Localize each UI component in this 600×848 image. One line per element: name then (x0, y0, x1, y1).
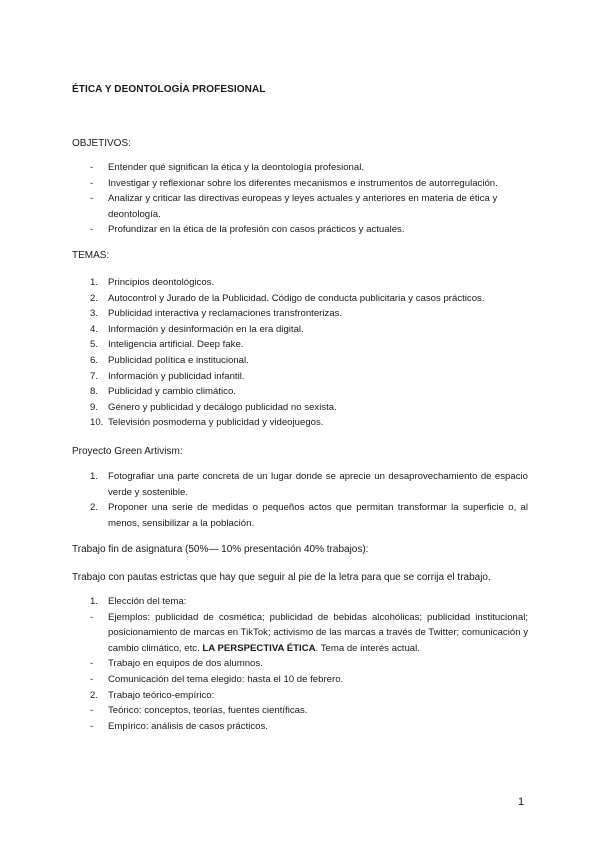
list-item: 2. Autocontrol y Jurado de la Publicidad. Código de conducta publicitaria y casos prácticos. (90, 291, 528, 307)
list-item: 7. Información y publicidad infantil. (90, 369, 528, 385)
list-item: 4. Información y desinformación en la era digital. (90, 322, 528, 338)
list-number: 7. (90, 370, 99, 382)
trabajo-intro: Trabajo con pautas estrictas que hay que seguir al pie de la letra para que se corrija el trabajo. (72, 572, 491, 583)
list-item: - Entender qué significan la ética y la deontología profesional. (90, 160, 528, 176)
trabajo-heading: Trabajo fin de asignatura (50%— 10% presentación 40% trabajos): (72, 544, 369, 555)
list-item: 3. Publicidad interactiva y reclamaciones transfronterizas. (90, 306, 528, 322)
ejemplos-text: Ejemplos: publicidad de cosmética; publicidad de bebidas alcohólicas; publicidad institucional; posicionamiento de marcas en TikTok; activismo de las marcas a través de Twitter; comunicación y cambio climático, etc. (108, 611, 528, 654)
list-number: 1. (90, 596, 99, 607)
ethical-perspective-emphasis: LA PERSPECTIVA ÉTICA (202, 642, 316, 654)
list-item: 1. Elección del tema: (90, 594, 528, 610)
list-item: 6. Publicidad política e institucional. (90, 353, 528, 369)
temas-heading: TEMAS: (72, 250, 110, 261)
list-item: - Ejemplos: publicidad de cosmética; publicidad de bebidas alcohólicas; publicidad institucional; posicionamiento de marcas en TikTok; activismo de las marcas a través de Twitter; comunicación y cambio climático, etc. LA PERSPECTIVA ÉTICA. Tema de interés actual. (90, 611, 528, 654)
dash-bullet: - (90, 177, 94, 189)
list-item: - Analizar y criticar las directivas europeas y leyes actuales y anteriores en materia de ética y deontología. (90, 193, 498, 220)
document-title: ÉTICA Y DEONTOLOGÍA PROFESIONAL (72, 84, 266, 95)
list-number: 1. (90, 277, 99, 288)
list-number: 9. (90, 401, 99, 413)
list-number: 2. (90, 689, 99, 701)
list-item: 8. Publicidad y cambio climático. (90, 384, 528, 400)
list-number: 2. (90, 502, 99, 514)
list-item: 1. Principios deontológicos. (90, 275, 528, 291)
list-number: 10. (90, 417, 104, 429)
dash-bullet: - (90, 162, 94, 173)
dash-bullet: - (90, 611, 94, 623)
list-number: 3. (90, 308, 99, 320)
dash-bullet: - (90, 224, 94, 236)
dash-bullet: - (90, 705, 94, 717)
list-item: - Investigar y reflexionar sobre los diferentes mecanismos e instrumentos de autorregulación. (90, 176, 528, 192)
temas-list (90, 275, 528, 431)
dash-bullet: - (90, 658, 94, 670)
dash-bullet: - (90, 193, 94, 205)
list-number: 8. (90, 386, 99, 398)
list-item: 2. Trabajo teórico-empírico: (90, 688, 528, 704)
dash-bullet: - (90, 720, 94, 732)
page-number: 1 (518, 796, 525, 808)
list-item: 5. Inteligencia artificial. Deep fake. (90, 337, 528, 353)
list-item: - Profundizar en la ética de la profesión con casos prácticos y actuales. (90, 222, 528, 238)
list-number: 4. (90, 323, 99, 335)
list-item: 2. Proponer una serie de medidas o pequeños actos que permitan transformar la superficie o, al menos, sensibilizar a la población. (90, 502, 528, 529)
proyecto-heading: Proyecto Green Artivism: (72, 446, 183, 457)
list-number: 1. (90, 471, 99, 482)
objetivos-heading: OBJETIVOS: (72, 138, 131, 149)
list-item: - Teórico: conceptos, teorías, fuentes científicas. (90, 703, 528, 719)
proyecto-list (90, 469, 528, 531)
dash-bullet: - (90, 673, 94, 685)
objetivos-list (90, 160, 528, 238)
list-item: 10. Televisión posmoderna y publicidad y videojuegos. (90, 415, 528, 431)
list-item: - Empírico: análisis de casos prácticos. (90, 719, 528, 735)
trabajo-list (90, 594, 528, 734)
list-item: - Comunicación del tema elegido: hasta el 10 de febrero. (90, 672, 528, 688)
list-item: 9. Género y publicidad y decálogo publicidad no sexista. (90, 400, 528, 416)
list-item: - Trabajo en equipos de dos alumnos. (90, 656, 528, 672)
list-number: 6. (90, 354, 99, 366)
list-number: 5. (90, 339, 99, 351)
list-number: 2. (90, 292, 99, 304)
list-item: 1. Fotografiar una parte concreta de un lugar donde se aprecie un desaprovechamiento de espacio verde y sostenible. (90, 471, 528, 498)
